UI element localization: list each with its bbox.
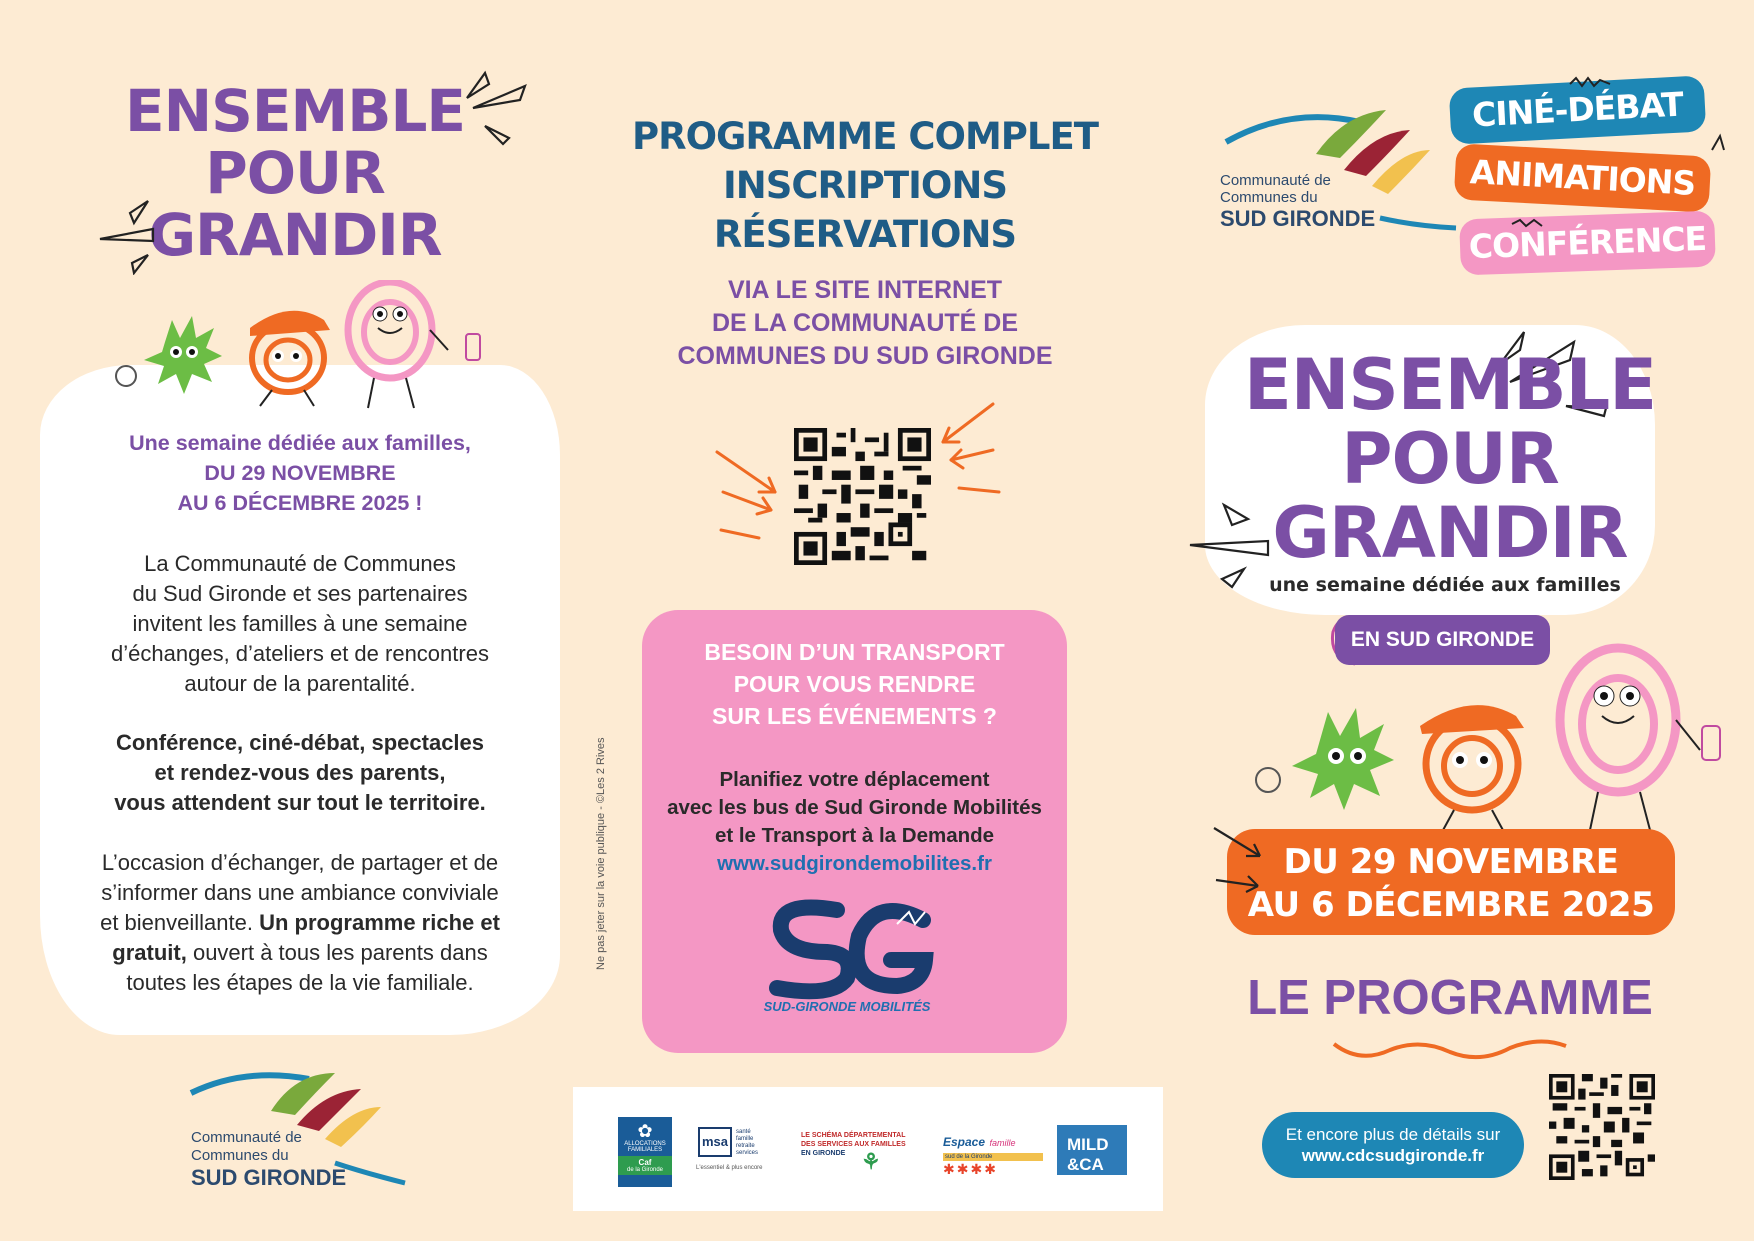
paragraph-line: d’échanges, d’ateliers et de rencontres <box>111 641 489 666</box>
logo-text <box>191 1129 346 1191</box>
qr-code-icon[interactable] <box>794 428 931 565</box>
msa-line: famille <box>736 1136 754 1142</box>
transport-body <box>642 766 1067 878</box>
caf-line: FAMILIALES <box>627 1147 663 1153</box>
right-panel <box>1170 0 1754 1241</box>
tag-cine-debat: CINÉ-DÉBAT <box>1449 75 1707 144</box>
heading-line: SUR LES ÉVÉNEMENTS ? <box>712 703 997 729</box>
paragraph-line: vous attendent sur tout le territoire. <box>114 790 486 815</box>
region-tag: EN SUD GIRONDE <box>1335 615 1550 665</box>
msa-line: retraite <box>736 1143 755 1149</box>
via-line: DE LA COMMUNAUTÉ DE <box>711 309 1018 337</box>
caf-line: Caf <box>638 1158 652 1167</box>
msa-list <box>736 1129 758 1157</box>
heading-line: BESOIN D’UN TRANSPORT <box>704 639 1005 665</box>
orange-character <box>250 311 330 406</box>
partners-strip <box>573 1087 1163 1211</box>
orange-character <box>1420 705 1524 832</box>
schema-line: DES SERVICES AUX FAMILLES <box>801 1141 906 1148</box>
via-line: COMMUNES DU SUD GIRONDE <box>677 342 1053 370</box>
green-character <box>1256 708 1394 810</box>
cc-sud-gironde-logo <box>185 1063 415 1203</box>
msa-tagline: L'essentiel & plus encore <box>696 1165 763 1171</box>
paragraph-line: invitent les familles à une semaine <box>132 611 468 636</box>
family-figures-icon: ⚘ <box>861 1149 881 1174</box>
left-panel <box>0 0 585 1241</box>
paragraph-invitation <box>70 549 530 699</box>
title-line: ENSEMBLE <box>1243 344 1657 426</box>
paragraph-line: et rendez-vous des parents, <box>154 760 446 785</box>
pink-character <box>348 282 480 408</box>
people-icon: ✱✱✱✱ <box>943 1161 998 1177</box>
body-line: et le Transport à la Demande <box>714 824 995 847</box>
arrows-icon <box>1210 820 1290 920</box>
program-heading <box>605 112 1125 259</box>
paragraph-events <box>70 728 530 818</box>
paragraph-line <box>70 908 530 938</box>
cc-sud-gironde-logo <box>1220 100 1460 240</box>
underline-swash <box>1330 1030 1570 1066</box>
body-line: Planifiez votre déplacement <box>719 768 990 791</box>
logo-text <box>1220 172 1375 232</box>
espace-sub: famille <box>989 1138 1016 1148</box>
subtitle: une semaine dédiée aux familles <box>1269 574 1621 596</box>
caf-line: ALLOCATIONS <box>624 1141 666 1147</box>
legal-note: Ne pas jeter sur la voie publique - ©Les 2 Rives <box>595 737 607 970</box>
cdc-website-link[interactable]: www.cdcsudgironde.fr <box>1301 1146 1485 1165</box>
date-line: DU 29 NOVEMBRE <box>1283 842 1619 882</box>
msa-line: services <box>736 1150 759 1156</box>
caf-band <box>618 1156 672 1175</box>
paragraph-line: s’informer dans une ambiance conviviale <box>101 880 499 905</box>
logo-line: Communes du <box>191 1147 289 1164</box>
tag-conference: CONFÉRENCE <box>1459 211 1716 276</box>
text-segment: ouvert à tous les parents dans <box>186 940 488 965</box>
body-line: avec les bus de Sud Gironde Mobilités <box>667 796 1042 819</box>
intro-line: AU 6 DÉCEMBRE 2025 ! <box>177 491 423 515</box>
espace-tag: sud de la Gironde <box>943 1153 1043 1161</box>
paragraph-line: L’occasion d’échanger, de partager et de <box>101 850 499 875</box>
paragraph-line: du Sud Gironde et ses partenaires <box>132 581 468 606</box>
spark-lines-icon <box>98 195 158 275</box>
paragraph-line: toutes les étapes de la vie familiale. <box>126 970 474 995</box>
tag-animations: ANIMATIONS <box>1454 143 1712 212</box>
intro-line: DU 29 NOVEMBRE <box>204 461 396 485</box>
pink-character <box>1560 648 1720 830</box>
left-title <box>125 77 466 269</box>
espace-famille-logo <box>943 1117 1043 1187</box>
characters-illustration <box>110 280 490 410</box>
espace-name: Espace <box>943 1135 986 1149</box>
title-line: GRANDIR <box>148 201 442 269</box>
msa-line: santé <box>736 1129 751 1135</box>
right-title <box>1240 344 1660 574</box>
heading-line: PROGRAMME COMPLET <box>632 115 1098 158</box>
spark-lines-icon <box>465 68 535 148</box>
paragraph-line: La Communauté de Communes <box>144 551 456 576</box>
text-segment: et bienveillante. <box>100 910 260 935</box>
mildeca-line: MILD <box>1067 1135 1109 1154</box>
details-line: Et encore plus de détails sur <box>1285 1125 1501 1144</box>
characters-illustration <box>1210 640 1730 840</box>
logo-line: Communauté de <box>191 1129 302 1146</box>
title-line: GRANDIR <box>1272 492 1628 574</box>
date-line: AU 6 DÉCEMBRE 2025 <box>1247 885 1655 925</box>
via-line: VIA LE SITE INTERNET <box>727 276 1003 304</box>
green-character <box>116 316 222 394</box>
paragraph-line <box>70 938 530 968</box>
schema-logo <box>801 1117 921 1187</box>
date-text <box>1227 841 1675 927</box>
logo-line: Communauté de <box>1220 172 1331 189</box>
intro-line: Une semaine dédiée aux familles, <box>129 431 471 455</box>
transport-box <box>642 610 1067 1053</box>
caf-line: de la Gironde <box>626 1167 664 1173</box>
bold-segment: Un programme riche et <box>259 910 500 935</box>
schema-line: LE SCHÉMA DÉPARTEMENTAL <box>801 1132 906 1139</box>
caf-figures-icon: ✿ <box>637 1121 653 1141</box>
logo-line: SUD GIRONDE <box>191 1165 347 1190</box>
transport-link[interactable]: www.sudgirondemobilites.fr <box>717 852 992 875</box>
programme-label: LE PROGRAMME <box>1247 971 1653 1025</box>
msa-mark: msa <box>698 1127 732 1157</box>
heading-line: POUR VOUS RENDRE <box>733 671 976 697</box>
qr-code-icon[interactable] <box>1549 1074 1655 1180</box>
details-pill <box>1262 1112 1524 1178</box>
logo-caption: SUD-GIRONDE MOBILITÉS <box>763 999 931 1014</box>
paragraph-line: Conférence, ciné-débat, spectacles <box>115 730 485 755</box>
squiggle-lines-icon <box>1510 70 1750 250</box>
title-line: POUR <box>1341 418 1559 500</box>
paragraph-line: autour de la parentalité. <box>184 671 416 696</box>
date-banner <box>1227 829 1675 935</box>
heading-line: RÉSERVATIONS <box>713 213 1017 256</box>
mildeca-line: &CA <box>1067 1155 1104 1174</box>
title-line: ENSEMBLE <box>125 77 466 145</box>
logo-line: Communes du <box>1220 189 1318 206</box>
logo-line: SUD GIRONDE <box>1220 206 1376 231</box>
mildeca-logo <box>1057 1125 1127 1175</box>
schema-line: EN GIRONDE <box>801 1150 846 1157</box>
bold-segment: gratuit, <box>112 940 187 965</box>
heading-line: INSCRIPTIONS <box>723 164 1007 207</box>
sud-gironde-mobilites-logo <box>747 890 947 1010</box>
msa-logo <box>698 1117 778 1187</box>
middle-panel <box>585 0 1170 1241</box>
website-text <box>615 274 1115 373</box>
caf-logo <box>618 1117 672 1187</box>
intro-text <box>60 428 540 518</box>
transport-heading <box>642 636 1067 732</box>
paragraph-occasion <box>70 848 530 998</box>
title-line: POUR <box>205 139 385 207</box>
